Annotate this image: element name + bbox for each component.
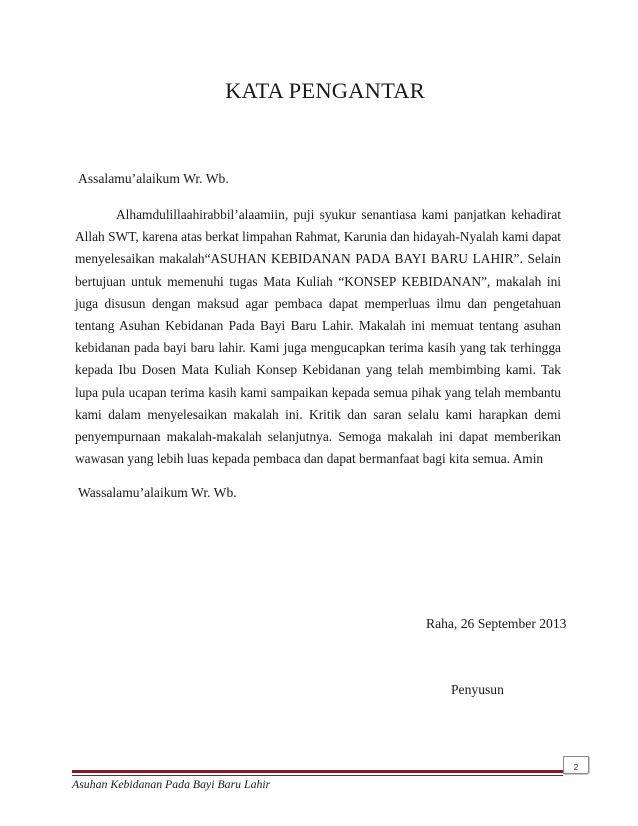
page-number-tab <box>563 756 589 774</box>
footer-running-title: Asuhan Kebidanan Pada Bayi Baru Lahir <box>72 777 271 791</box>
place-date-line: Raha, 26 September 2013 <box>426 616 567 631</box>
footer-rule <box>72 770 563 773</box>
signer-label: Penyusun <box>451 682 504 697</box>
footer-rule-thin <box>72 775 563 776</box>
opening-greeting: Assalamu’alaikum Wr. Wb. <box>78 171 229 186</box>
body-paragraph: Alhamdulillaahirabbil’alaamiin, puji syukur senantiasa kami panjatkan kehadirat Allah SWT, karena atas berkat limpahan Rahmat, Karunia dan hidayah-Nyalah kami dapat menyelesaikan makalah“ASUHAN KEBIDANAN PADA BAYI BARU LAHIR”. Selain bertujuan untuk memenuhi tugas Mata Kuliah “KONSEP KEBIDANAN”, makalah ini juga disusun dengan maksud agar pembaca dapat memperluas ilmu dan pengetahuan tentang Asuhan Kebidanan Pada Bayi Baru Lahir. Makalah ini memuat tentang asuhan kebidanan pada bayi baru lahir. Kami juga mengucapkan terima kasih yang tak terhingga kepada Ibu Dosen Mata Kuliah Konsep Kebidanan yang telah membimbing kami. Tak lupa pula ucapan terima kasih kami sampaikan kepada semua pihak yang telah membantu kami dalam menyelesaikan makalah ini. Kritik dan saran selalu kami harapkan demi penyempurnaan makalah-makalah selanjutnya. Semoga makalah ini dapat memberikan wawasan yang lebih luas kepada pembaca dan dapat bermanfaat bagi kita semua. Amin <box>75 207 561 467</box>
closing-greeting: Wassalamu’alaikum Wr. Wb. <box>78 485 237 500</box>
page-number: 2 <box>573 762 579 772</box>
page-title: KATA PENGANTAR <box>225 78 425 103</box>
